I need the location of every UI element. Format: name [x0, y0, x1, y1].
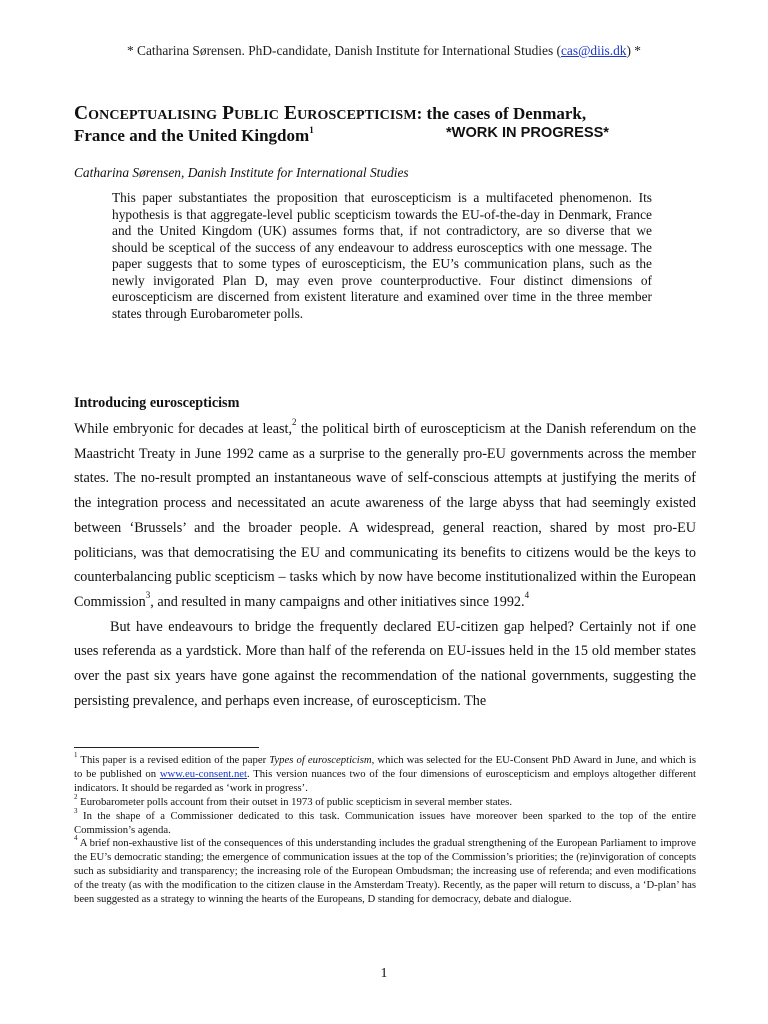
body-paragraph-2: But have endeavours to bridge the frequently declared EU-citizen gap helped? Certainly not if one uses referenda as a yardstick. More than half of the referenda on EU-issues held in the 15 old member states over the past six years have gone against the recommendation of the national governments, suggesting the persisting prevalence, and perhaps even increase, of euroscepticism. The [74, 618, 696, 709]
body-text [74, 417, 696, 713]
author-email-link[interactable]: cas@diis.dk [560, 43, 627, 58]
abstract-text: This paper substantiates the proposition that euroscepticism is a multifaceted phenomenon. Its hypothesis is that aggregate-level public scepticism towards the EU-of-the-day in Denmark, France and the United Kingdom (UK) assumes forms that, if not contradictory, are so diverse that we should be sceptical of the success of any endeavour to address eurosceptics with one message. The paper suggests that to some types of euroscepticism, the EU’s communication plans, such as the newly invigorated Plan D, may even prove counterproductive. Four distinct dimensions of euroscepticism are discerned from existent literature and examined over time in the three member states through Eurobarometer polls. [112, 190, 652, 321]
title-line1-rest: : the cases of Denmark, [416, 104, 587, 123]
eu-consent-link[interactable]: www.eu-consent.net [159, 767, 247, 780]
abstract [112, 190, 652, 322]
footnote-2-number: 2 [74, 792, 78, 801]
p1-text-c: , and resulted in many campaigns and other initiatives since 1992. [150, 593, 525, 610]
header-note-suffix: ) * [626, 43, 641, 58]
page-number: 1 [380, 966, 388, 981]
footnote-1-number: 1 [74, 751, 78, 760]
footnote-1-text-b: , which was selected for the EU-Consent PhD Award in June, and which is to be published on [74, 754, 697, 780]
title-line2-text: France and the United Kingdom [74, 126, 310, 145]
title-word-conceptualising: Conceptualising [74, 103, 223, 124]
footnote-1-text-c: . This version nuances two of the four dimensions of euroscepticism and employs altogether different indicators. It should be regarded as ‘work in progress’. [74, 767, 696, 794]
body-paragraph-1 [74, 417, 696, 615]
footnote-ref-2[interactable]: 2 [292, 417, 297, 428]
title-word-euroscepticism: Euroscepticism [283, 103, 417, 124]
footnote-1-paper-title: Types of euroscepticism [269, 754, 372, 766]
p1-text-a: While embryonic for decades at least, [74, 421, 293, 437]
p1-text-b: the political birth of euroscepticism at the Danish referendum on the Maastricht Treaty in June 1992 came as a surprise to the generally pro-EU governments across the member states. The no-result prompted an instantaneous wave of self-conscious attempts at justifying the merits of the integration process and necessitated an acute awareness of the large abyss that had seemingly existed between ‘Brussels’ and the broader people. A widespread, general reaction, shared by most pro-EU politicians, was that democratising the EU and communicating its benefits to citizens would be the keys to counterbalancing public scepticism – tasks which by now have become institutionalized within the European Commission [74, 421, 697, 610]
section-heading: Introducing euroscepticism [74, 395, 240, 411]
work-in-progress-label: *WORK IN PROGRESS* [446, 125, 609, 141]
footnote-ref-3[interactable]: 3 [145, 590, 151, 601]
author-affiliation: Catharina Sørensen, Danish Institute for International Studies [74, 165, 409, 180]
footnote-3-text: In the shape of a Commissioner dedicated to this task. Communication issues have moreover been sparked to the top of the entire Commission’s agenda. [74, 809, 696, 836]
footnote-4-text: A brief non-exhaustive list of the consequences of this understanding includes the gradual strengthening of the European Parliament to improve the EU’s democratic standing; the emergence of communication issues at the top of the Commission’s priorities; the (re)invigoration of concepts such as subsidiarity and transparency; the increasing role of the European Ombudsman; the increasing use of referenda; and even modifications of the treaty (as with the modification to the citizen clause in the Amsterdam Treaty). Recently, as the paper will return to discuss, a ‘D-plan’ has been suggested as a strategy to winning the hearts of the Europeans, D standing for democracy, debate and dialogue. [74, 837, 696, 906]
footnote-1-text-a: This paper is a revised edition of the paper [77, 754, 270, 766]
footnotes [74, 751, 697, 907]
title-word-public: Public [222, 103, 284, 124]
footnote-4 [74, 834, 696, 907]
footnote-2 [74, 792, 696, 810]
footnote-3-number: 3 [74, 806, 78, 815]
title-footnote-marker[interactable]: 1 [309, 124, 314, 135]
footnote-1 [74, 751, 697, 796]
footnote-ref-4[interactable]: 4 [524, 590, 530, 601]
footnote-4-number: 4 [74, 834, 78, 843]
header-note-prefix: * Catharina Sørensen. PhD-candidate, Danish Institute for International Studies ( [126, 43, 561, 58]
footnote-divider [74, 747, 259, 748]
footnote-2-text: Eurobarometer polls account from their outset in 1973 of public scepticism in several member states. [77, 795, 513, 808]
footnote-3 [74, 806, 696, 838]
author-header-note [0, 43, 768, 59]
